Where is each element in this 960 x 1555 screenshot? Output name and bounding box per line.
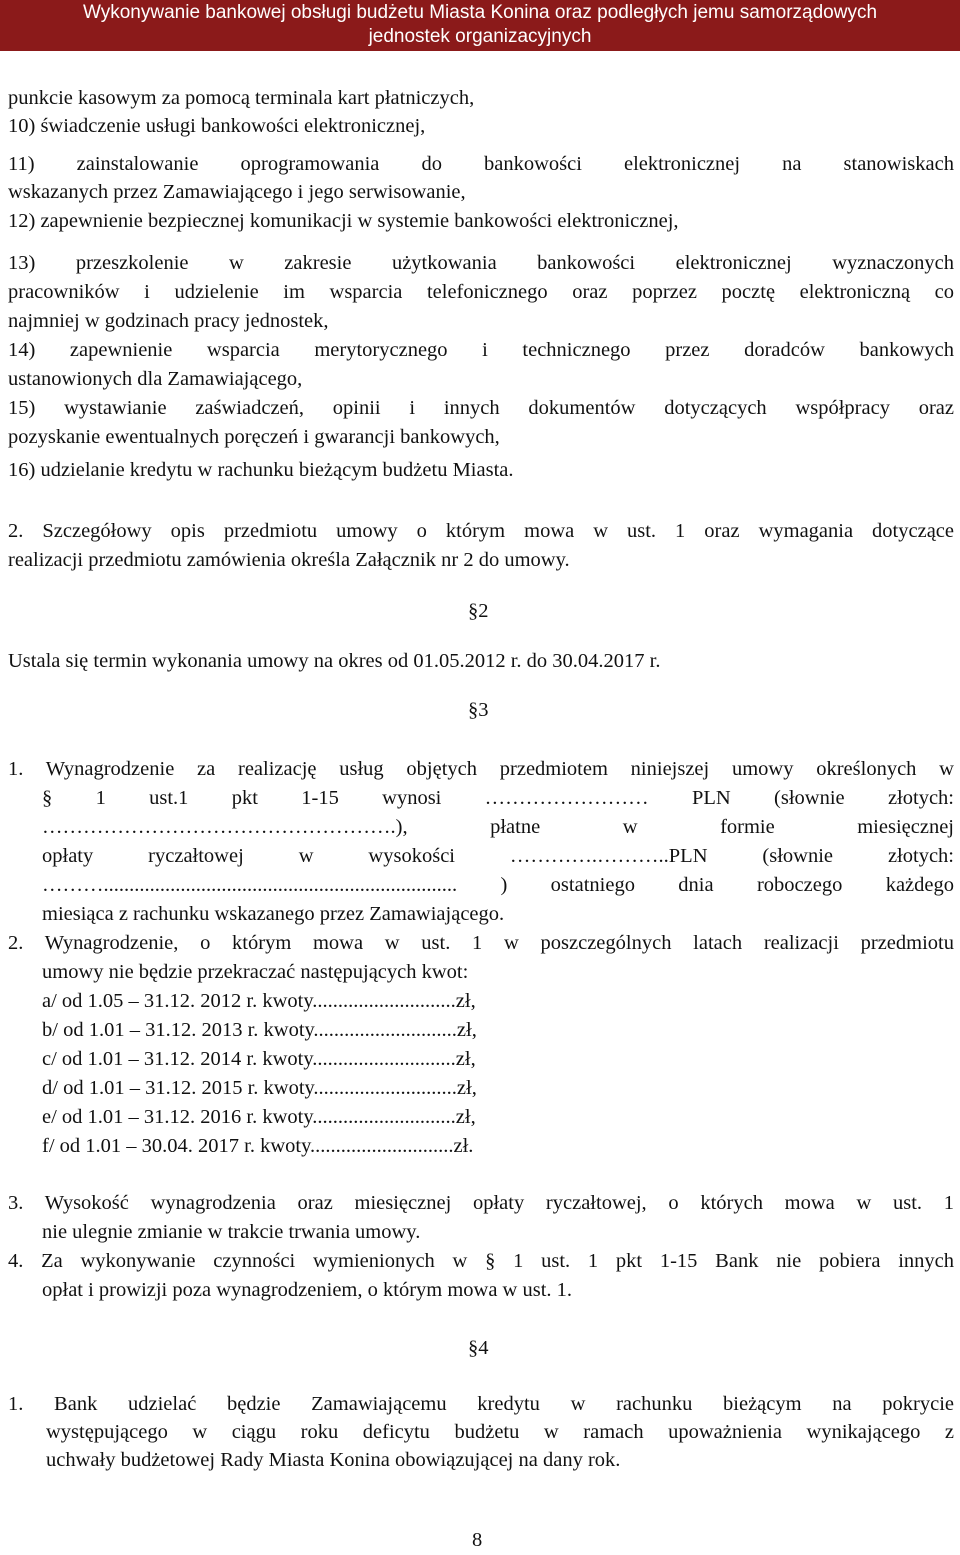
text-line: § 1 ust.1 pkt 1-15 wynosi …………………… PLN (słownie złotych:: [42, 787, 954, 809]
text-line: 16) udzielanie kredytu w rachunku bieżącym budżetu Miasta.: [8, 459, 514, 481]
text-line: 4. Za wykonywanie czynności wymienionych w § 1 ust. 1 pkt 1-15 Bank nie pobiera innych: [8, 1250, 954, 1272]
text-line: 3. Wysokość wynagrodzenia oraz miesięcznej opłaty ryczałtowej, o których mowa w ust. 1: [8, 1192, 954, 1214]
text-line: wskazanych przez Zamawiającego i jego serwisowanie,: [8, 181, 466, 203]
list-item: b/ od 1.01 – 31.12. 2013 r. kwoty............................zł,: [42, 1019, 477, 1041]
text-line: pozyskanie ewentualnych poręczeń i gwarancji bankowych,: [8, 426, 500, 448]
text-line: 13) przeszkolenie w zakresie użytkowania bankowości elektronicznej wyznaczonych: [8, 252, 954, 274]
text-line: 1. Wynagrodzenie za realizację usług objętych przedmiotem niniejszej umowy określonych w: [8, 758, 954, 780]
section-heading: §3: [468, 699, 489, 721]
running-header: [0, 0, 960, 51]
text-line: …………………………………………….), płatne w formie miesięcznej: [42, 816, 954, 838]
text-line: ustanowionych dla Zamawiającego,: [8, 368, 303, 390]
list-item: a/ od 1.05 – 31.12. 2012 r. kwoty............................zł,: [42, 990, 476, 1012]
list-item: f/ od 1.01 – 30.04. 2017 r. kwoty............................zł.: [42, 1135, 474, 1157]
text-line: pracowników i udzielenie im wsparcia telefonicznego oraz poprzez pocztę elektroniczną co: [8, 281, 954, 303]
section-heading: §2: [468, 600, 489, 622]
text-line: punkcie kasowym za pomocą terminala kart płatniczych,: [8, 87, 475, 109]
text-line: najmniej w godzinach pracy jednostek,: [8, 310, 329, 332]
text-line: 14) zapewnienie wsparcia merytorycznego i technicznego przez doradców bankowych: [8, 339, 954, 361]
section-heading: §4: [468, 1337, 489, 1359]
header-line-2: jednostek organizacyjnych: [368, 26, 592, 47]
text-line: 15) wystawianie zaświadczeń, opinii i innych dokumentów dotyczących współpracy oraz: [8, 397, 954, 419]
list-item: d/ od 1.01 – 31.12. 2015 r. kwoty............................zł,: [42, 1077, 477, 1099]
text-line: opłaty ryczałtowej w wysokości ………….………..PLN (słownie złotych:: [42, 845, 954, 867]
text-line: 2. Szczegółowy opis przedmiotu umowy o którym mowa w ust. 1 oraz wymagania dotyczące: [8, 520, 954, 542]
text-line: realizacji przedmiotu zamówienia określa Załącznik nr 2 do umowy.: [8, 549, 570, 571]
text-line: umowy nie będzie przekraczać następujących kwot:: [42, 961, 469, 983]
text-line: ………..................................................................... ) ostatniego dnia roboczego każdego: [42, 874, 954, 896]
text-line: 2. Wynagrodzenie, o którym mowa w ust. 1 w poszczególnych latach realizacji przedmiotu: [8, 932, 954, 954]
text-line: 1. Bank udzielać będzie Zamawiającemu kredytu w rachunku bieżącym na pokrycie: [8, 1393, 954, 1415]
text-line: występującego w ciągu roku deficytu budżetu w ramach upoważnienia wynikającego z: [46, 1421, 954, 1443]
header-line-1: Wykonywanie bankowej obsługi budżetu Miasta Konina oraz podległych jemu samorządowych: [82, 2, 878, 23]
text-line: opłat i prowizji poza wynagrodzeniem, o którym mowa w ust. 1.: [42, 1279, 573, 1301]
page-number: 8: [472, 1529, 483, 1551]
text-line: Ustala się termin wykonania umowy na okres od 01.05.2012 r. do 30.04.2017 r.: [8, 650, 661, 672]
text-line: 12) zapewnienie bezpiecznej komunikacji w systemie bankowości elektronicznej,: [8, 210, 679, 232]
text-line: miesiąca z rachunku wskazanego przez Zamawiającego.: [42, 903, 505, 925]
list-item: c/ od 1.01 – 31.12. 2014 r. kwoty............................zł,: [42, 1048, 476, 1070]
text-line: nie ulegnie zmianie w trakcie trwania umowy.: [42, 1221, 421, 1243]
text-line: 10) świadczenie usługi bankowości elektronicznej,: [8, 115, 426, 137]
list-item: e/ od 1.01 – 31.12. 2016 r. kwoty............................zł,: [42, 1106, 476, 1128]
text-line: uchwały budżetowej Rady Miasta Konina obowiązującej na dany rok.: [46, 1449, 621, 1471]
text-line: 11) zainstalowanie oprogramowania do bankowości elektronicznej na stanowiskach: [8, 153, 954, 175]
